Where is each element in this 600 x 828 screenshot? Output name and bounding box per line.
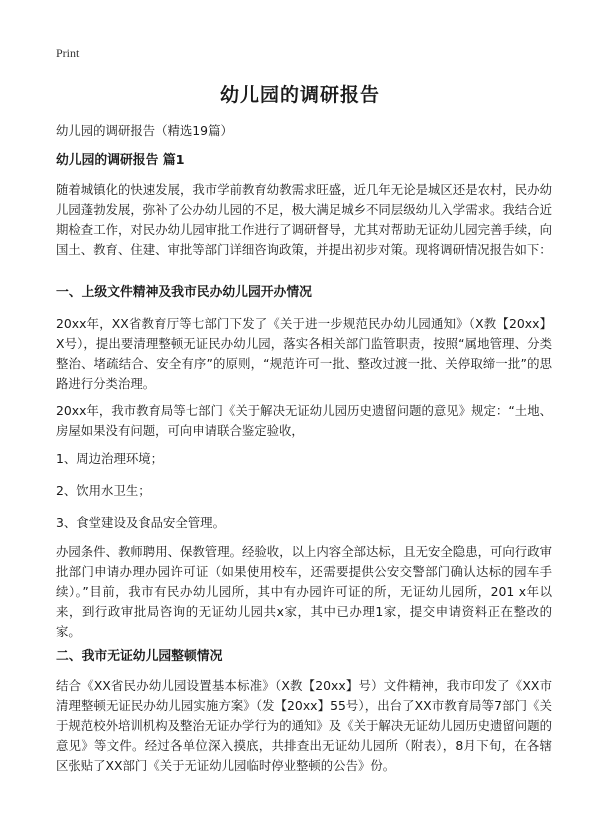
heading-section-1: 一、上级文件精神及我市民办幼儿园开办情况 [56, 285, 312, 300]
list-item-1: 1、周边治理环境； [56, 451, 164, 466]
paragraph-2: 20xx年，我市教育局等七部门《关于解决无证幼儿园历史遗留问题的意见》规定：“土地、房屋如果没有问题，可向申请联合鉴定验收， [56, 403, 552, 438]
paragraph-4: 结合《XX省民办幼儿园设置基本标准》（X教【20xx】号）文件精神，我市印发了《XX市清理整顿无证民办幼儿园实施方案》（发【20xx】55号），出台了XX市教育局等7部门《关于规范校外培训机构及整治无证办学行为的通知》及《关于解决无证幼儿园历史遗留问题的意见》等文件。经过各单位深入摸底，共排查出无证幼儿园所（附表），8月下旬，在各辖区张贴了XX部门《关于无证幼儿园临时停业整顿的公告》份。 [56, 678, 552, 773]
paragraph-3: 办园条件、教师聘用、保教管理。经验收，以上内容全部达标，且无安全隐患，可向行政审批部门申请办理办园许可证（如果使用校车，还需要提供公安交警部门确认达标的园车手续）。”目前，我市有民办幼儿园所，其中有办园许可证的所，无证幼儿园所，201 x年以来，到行政审批局咨询的无证幼儿园共x家，其中已办理1家，提交申请资料正在整改的家。 [56, 544, 552, 639]
document-subtitle: 幼儿园的调研报告（精选19篇） [56, 123, 233, 138]
section-title: 幼儿园的调研报告 篇1 [56, 153, 185, 168]
print-label[interactable]: Print [56, 46, 80, 60]
document-title: 幼儿园的调研报告 [219, 84, 380, 106]
intro-paragraph: 随着城镇化的快速发展，我市学前教育幼教需求旺盛，近几年无论是城区还是农村，民办幼儿园蓬勃发展，弥补了公办幼儿园的不足，极大满足城乡不同层级幼儿入学需求。我结合近期检查工作，对民办幼儿园审批工作进行了调研督导，尤其对帮助无证幼儿园完善手续，向国土、教育、住建、审批等部门详细咨询政策，并提出初步对策。现将调研情况报告如下： [56, 182, 552, 257]
paragraph-1: 20xx年，XX省教育厅等七部门下发了《关于进一步规范民办幼儿园通知》（X教【20xx】X号），提出要清理整顿无证民办幼儿园，落实各相关部门监管职责，按照“属地管理、分类整治、堵疏结合、安全有序”的原则，“规范许可一批、整改过渡一批、关停取缔一批”的思路进行分类治理。 [56, 316, 552, 391]
list-item-2: 2、饮用水卫生； [56, 483, 151, 498]
heading-section-2: 二、我市无证幼儿园整顿情况 [56, 649, 223, 664]
list-item-3: 3、食堂建设及食品安全管理。 [56, 515, 225, 530]
